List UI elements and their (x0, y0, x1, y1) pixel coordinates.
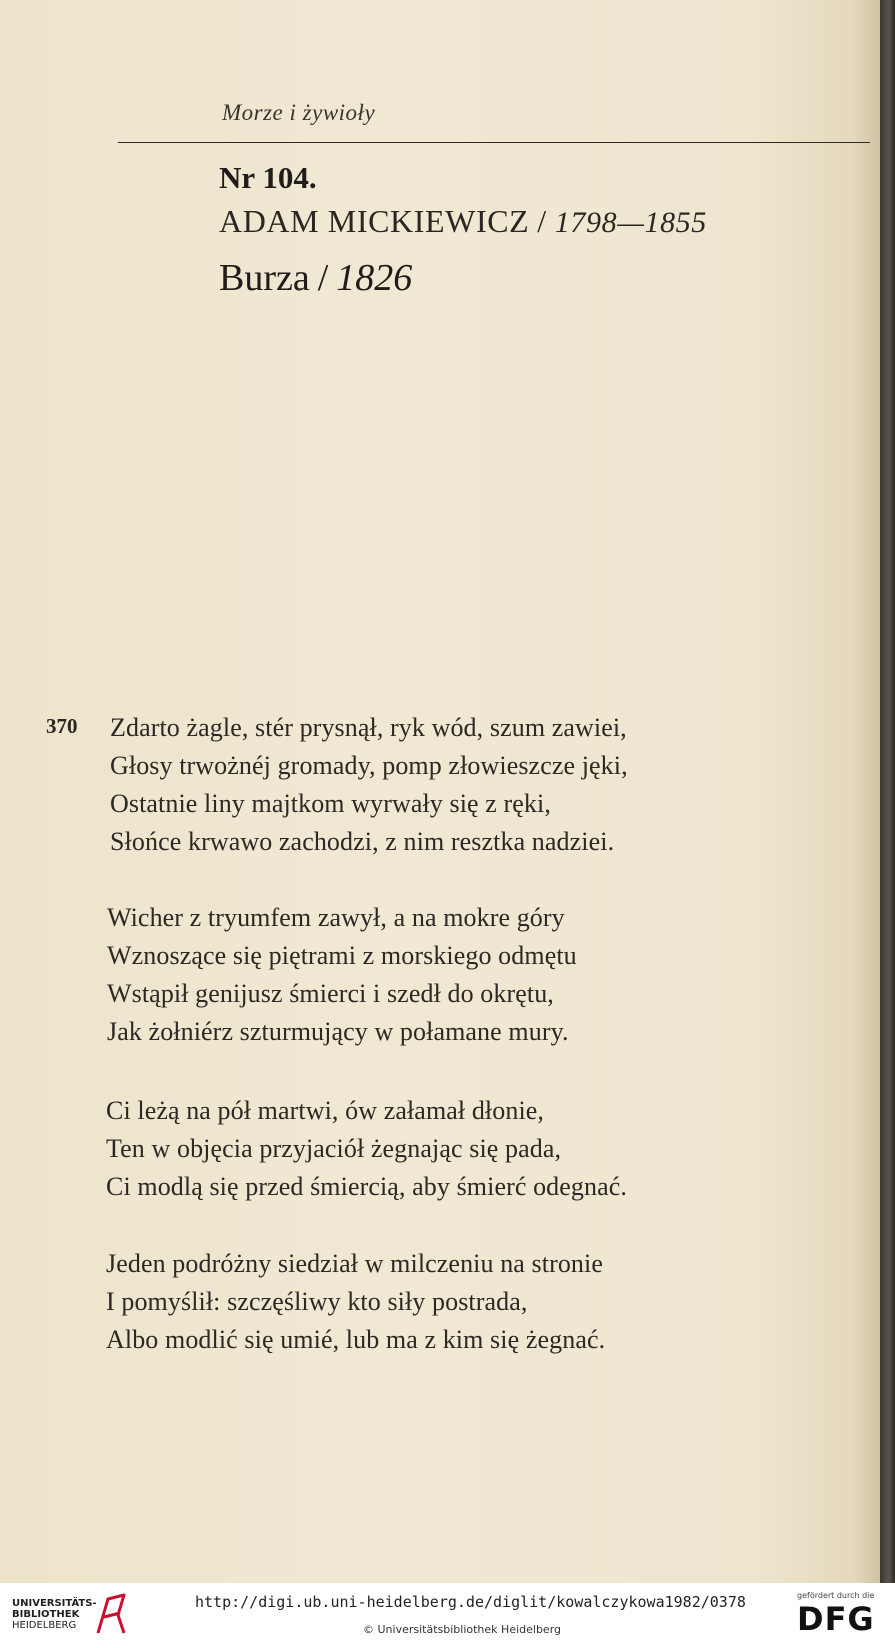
verse-line: Słońce krwawo zachodzi, z nim resztka nadziei. (110, 827, 615, 856)
library-name-line3: HEIDELBERG (12, 1620, 77, 1631)
poem-title-line (219, 256, 412, 300)
verse-line: Albo modlić się umié, lub ma z kim się żegnać. (106, 1325, 606, 1354)
permalink-url[interactable]: http://digi.ub.uni-heidelberg.de/diglit/kowalczykowa1982/0378 (195, 1593, 746, 1611)
verse-line: Ci modlą się przed śmiercią, aby śmierć odegnać. (106, 1172, 628, 1201)
verse-line: I pomyślił: szczęśliwy kto siły postrada, (106, 1287, 528, 1316)
verse-line: Ci leżą na pół martwi, ów załamał dłonie, (106, 1096, 545, 1125)
title-separator: / (317, 257, 329, 299)
verse-line: Głosy trwożnéj gromady, pomp złowieszcze jęki, (110, 751, 628, 780)
stanza-1 (110, 709, 628, 861)
stanza-3 (106, 1092, 627, 1206)
library-logo[interactable] (12, 1593, 132, 1641)
library-name-line1: UNIVERSITÄTS- (12, 1598, 97, 1609)
library-emblem-icon (94, 1593, 128, 1637)
author-years: 1798—1855 (554, 206, 707, 239)
verse-line: Wznoszące się piętrami z morskiego odmętu (107, 941, 577, 970)
header-rule (118, 142, 870, 143)
funding-note: gefördert durch die (797, 1591, 875, 1600)
verse-line: Wicher z tryumfem zawył, a na mokre góry (107, 903, 565, 932)
verse-line: Wstąpił genijusz śmierci i szedł do okrętu, (107, 979, 554, 1008)
verse-line: Ostatnie liny majtkom wyrwały się z ręki, (110, 789, 551, 818)
verse-line: Zdarto żagle, stér prysnął, ryk wód, szum zawiei, (110, 713, 627, 742)
verse-line: Ten w objęcia przyjaciół żegnając się pada, (106, 1134, 562, 1163)
library-name-line2: BIBLIOTHEK (12, 1609, 80, 1620)
author-line (219, 203, 707, 240)
running-head: Morze i żywioły (222, 100, 376, 125)
dfg-logo[interactable]: DFG (797, 1600, 875, 1638)
copyright-notice: © Universitätsbibliothek Heidelberg (363, 1623, 562, 1636)
digitization-footer (0, 1583, 895, 1648)
poem-year: 1826 (336, 257, 413, 299)
author-name: ADAM MICKIEWICZ (219, 203, 530, 239)
author-separator: / (537, 203, 547, 239)
stanza-4 (106, 1245, 605, 1359)
stanza-2 (107, 899, 577, 1051)
book-edge-shadow (880, 0, 895, 1583)
poem-title: Burza (219, 257, 310, 299)
library-name (12, 1598, 97, 1631)
verse-line: Jak żołniérz szturmujący w połamane mury. (107, 1017, 569, 1046)
entry-number: Nr 104. (219, 160, 317, 195)
verse-line-number: 370 (46, 714, 78, 738)
verse-line: Jeden podróżny siedział w milczeniu na stronie (106, 1249, 603, 1278)
